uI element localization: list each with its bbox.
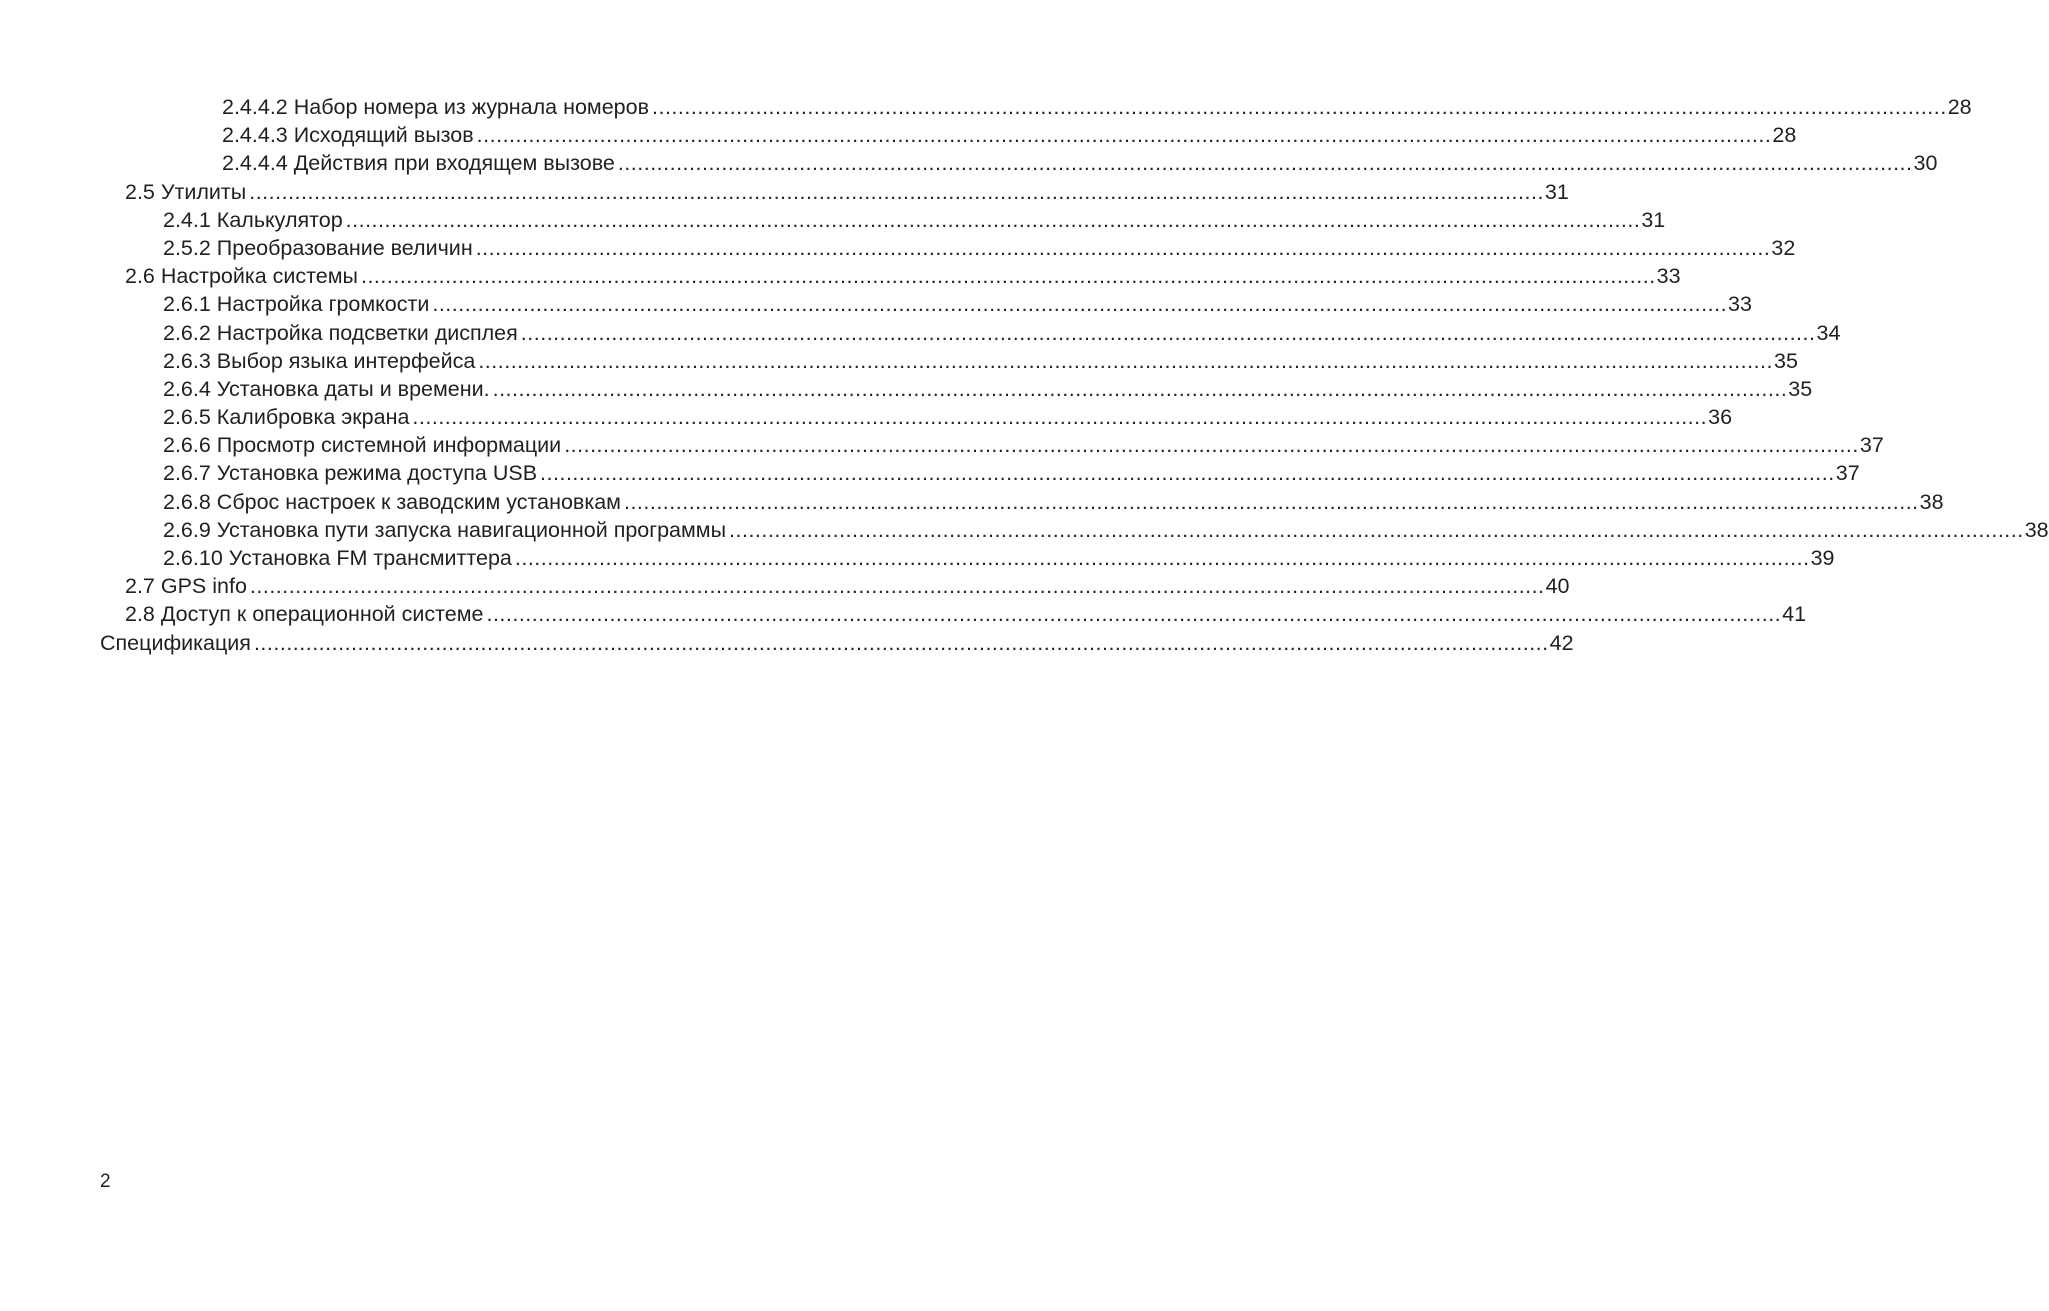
toc-entry-row [222, 93, 1972, 121]
toc-entry[interactable] [0, 234, 1796, 262]
toc-entry-row [163, 459, 1860, 487]
toc-entry[interactable] [0, 544, 1835, 572]
toc-entry-row [222, 149, 1938, 177]
toc-entry[interactable] [0, 290, 1752, 318]
toc-entry[interactable] [0, 178, 1569, 206]
toc-entry-page: 33 [1728, 292, 1752, 317]
toc-entry-row [100, 629, 1574, 657]
toc-entry-page: 40 [1545, 574, 1570, 599]
toc-entry-page: 38 [2024, 517, 2049, 542]
toc-entry-label: 2.8 Доступ к операционной системе [125, 602, 484, 627]
toc-dot-leader: ........................................................................................................................................................................................................ [253, 630, 1549, 655]
toc-entry-page: 42 [1549, 630, 1574, 655]
toc-entry-page: 30 [1913, 151, 1938, 176]
toc-entry-row [163, 234, 1796, 262]
toc-entry-row [163, 516, 2049, 544]
toc-dot-leader: ........................................................................................................................................................................................................ [520, 320, 1816, 345]
toc-entry[interactable] [0, 629, 1574, 657]
toc-dot-leader: ........................................................................................................................................................................................................ [564, 433, 1859, 458]
toc-entry-row [163, 488, 1944, 516]
toc-entry[interactable] [0, 319, 1841, 347]
toc-dot-leader: ........................................................................................................................................................................................................ [345, 207, 1641, 232]
toc-entry-row [163, 206, 1666, 234]
toc-dot-leader: ........................................................................................................................................................................................................ [360, 264, 1656, 289]
toc-entry-label: 2.4.4.3 Исходящий вызов [222, 123, 474, 148]
toc-entry-row [125, 600, 1807, 628]
toc-dot-leader: ........................................................................................................................................................................................................ [412, 405, 1708, 430]
toc-entry-page: 32 [1771, 235, 1796, 260]
toc-entry-page: 35 [1788, 376, 1813, 401]
toc-dot-leader: ........................................................................................................................................................................................................ [432, 292, 1728, 317]
toc-entry[interactable] [0, 459, 1860, 487]
toc-dot-leader: ........................................................................................................................................................................................................ [617, 151, 1913, 176]
toc-dot-leader: ........................................................................................................................................................................................................ [476, 123, 1772, 148]
toc-dot-leader: ........................................................................................................................................................................................................ [478, 348, 1774, 373]
toc-dot-leader: ........................................................................................................................................................................................................ [249, 179, 1544, 204]
toc-entry-label: 2.6.4 Установка даты и времени. [163, 376, 490, 401]
toc-entry-label: 2.4.1 Калькулятор [163, 207, 343, 232]
toc-entry-label: 2.6.7 Установка режима доступа USB [163, 461, 538, 486]
toc-entry-page: 34 [1816, 320, 1841, 345]
toc-entry-page: 39 [1810, 546, 1835, 570]
toc-entry-page: 31 [1641, 207, 1666, 232]
toc-entry[interactable] [0, 375, 1813, 403]
toc-entry-row [125, 178, 1569, 206]
toc-entry-label: 2.6 Настройка системы [125, 264, 358, 289]
toc-entry-label: Спецификация [100, 630, 251, 655]
toc-entry-page: 31 [1544, 179, 1569, 204]
toc-entry-label: 2.6.8 Сброс настроек к заводским установкам [163, 489, 621, 514]
toc-entry-page: 38 [1919, 489, 1944, 514]
toc-entry-label: 2.4.4.4 Действия при входящем вызове [222, 151, 615, 176]
toc-entry-page: 41 [1782, 602, 1807, 627]
toc-entry[interactable] [0, 488, 1944, 516]
page-number: 2 [100, 1171, 111, 1192]
toc-entry-label: 2.6.6 Просмотр системной информации [163, 433, 562, 458]
toc-entry[interactable] [0, 347, 1798, 375]
toc-entry-row [163, 431, 1884, 459]
toc-entry-label: 2.4.4.2 Набор номера из журнала номеров [222, 95, 650, 119]
toc-entry-page: 37 [1835, 461, 1860, 486]
toc-entry[interactable] [0, 516, 2049, 544]
toc-entry[interactable] [0, 121, 1797, 149]
toc-entry-page: 35 [1774, 348, 1798, 373]
toc-entry-row [163, 403, 1733, 431]
toc-entry[interactable] [0, 403, 1733, 431]
toc-entry-label: 2.7 GPS info [125, 574, 247, 599]
toc-dot-leader: ........................................................................................................................................................................................................ [249, 574, 1545, 599]
toc-entry[interactable] [0, 572, 1570, 600]
toc-dot-leader: ........................................................................................................................................................................................................ [729, 517, 2024, 542]
toc-entry-row [222, 121, 1797, 149]
toc-dot-leader: ........................................................................................................................................................................................................ [475, 235, 1771, 260]
toc-entry-label: 2.5.2 Преобразование величин [163, 235, 473, 260]
toc-entry[interactable] [0, 262, 1681, 290]
toc-dot-leader: ........................................................................................................................................................................................................ [486, 602, 1782, 627]
toc-entry-label: 2.6.1 Настройка громкости [163, 292, 430, 317]
toc-dot-leader: ........................................................................................................................................................................................................ [652, 95, 1947, 119]
toc-entry-row [125, 262, 1681, 290]
toc-entry-page: 28 [1947, 95, 1972, 119]
toc-entry[interactable] [0, 600, 1807, 628]
toc-entry-label: 2.6.10 Установка FM трансмиттера [163, 546, 512, 570]
toc-entry[interactable] [0, 93, 1972, 121]
toc-dot-leader: ........................................................................................................................................................................................................ [514, 546, 1810, 570]
toc-entry[interactable] [0, 431, 1884, 459]
toc-entry[interactable] [0, 206, 1666, 234]
toc-entry-page: 28 [1772, 123, 1797, 148]
toc-entry-label: 2.6.9 Установка пути запуска навигационной программы [163, 517, 727, 542]
toc-entry-row [163, 319, 1841, 347]
toc-entry-row [163, 290, 1752, 318]
toc-dot-leader: ........................................................................................................................................................................................................ [540, 461, 1835, 486]
table-of-contents [0, 93, 2049, 657]
toc-entry-row [163, 375, 1813, 403]
toc-entry-page: 37 [1859, 433, 1884, 458]
toc-entry-row [125, 572, 1570, 600]
toc-dot-leader: ........................................................................................................................................................................................................ [623, 489, 1919, 514]
toc-entry[interactable] [0, 149, 1938, 177]
toc-entry-page: 33 [1656, 264, 1681, 289]
toc-entry-row [163, 544, 1835, 572]
toc-entry-row [163, 347, 1798, 375]
toc-entry-label: 2.6.3 Выбор языка интерфейса [163, 348, 476, 373]
toc-entry-page: 36 [1708, 405, 1733, 430]
toc-entry-label: 2.6.5 Калибровка экрана [163, 405, 410, 430]
toc-dot-leader: ........................................................................................................................................................................................................ [492, 376, 1788, 401]
toc-entry-label: 2.6.2 Настройка подсветки дисплея [163, 320, 518, 345]
toc-entry-label: 2.5 Утилиты [125, 179, 247, 204]
